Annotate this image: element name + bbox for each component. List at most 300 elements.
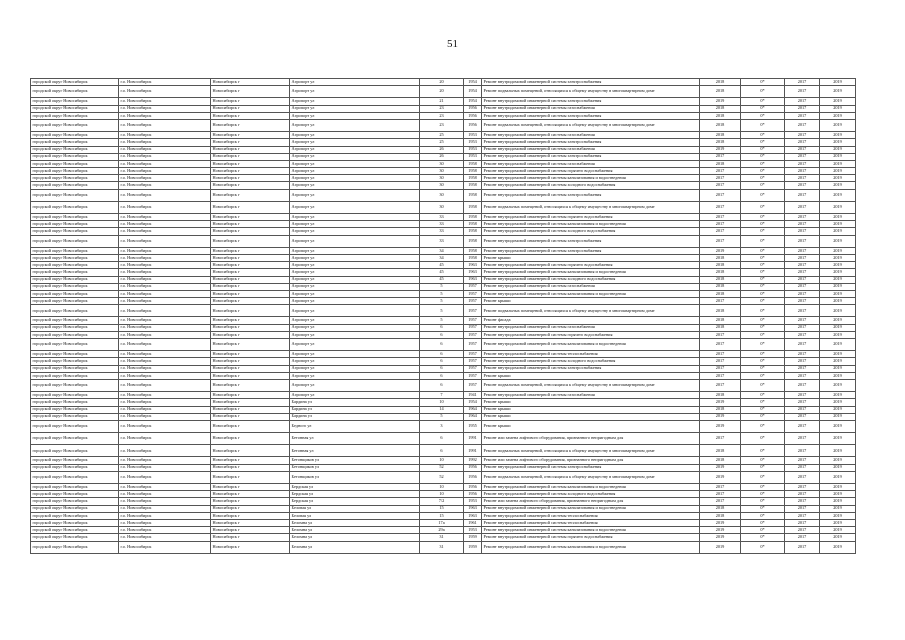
cell-work-type: Ремонт крыши (482, 298, 700, 305)
cell-year-to: 2019 (820, 541, 856, 553)
cell-work-type: Ремонт фасада (482, 317, 700, 324)
cell-city: Новосибирск г (211, 498, 290, 505)
cell-district: городской округ Новосибирск (31, 413, 119, 420)
cell-year-from: 2017 (785, 372, 820, 379)
cell-house: 6 (420, 379, 464, 391)
cell-flag: 0* (741, 324, 785, 331)
cell-municipality: г.о. Новосибирск (119, 445, 211, 457)
cell-plan-year: 2018 (700, 324, 741, 331)
cell-house: 7 (420, 392, 464, 399)
cell-city: Новосибирск г (211, 290, 290, 297)
cell-city: Новосибирск г (211, 406, 290, 413)
cell-work-type: Ремонт внутридомовой инженерной системы газоснабжения (482, 324, 700, 331)
cell-city: Новосибирск г (211, 221, 290, 228)
cell-flag: 0* (741, 484, 785, 491)
cell-year-to: 2019 (820, 392, 856, 399)
cell-flag: 0* (741, 254, 785, 261)
cell-street: Аэропорт ул (290, 339, 420, 351)
cell-year-to: 2019 (820, 269, 856, 276)
cell-municipality: г.о. Новосибирск (119, 406, 211, 413)
cell-flag: 0* (741, 392, 785, 399)
cell-year-to: 2019 (820, 254, 856, 261)
cell-year-to: 2019 (820, 221, 856, 228)
cell-flag: 0* (741, 247, 785, 254)
cell-district: городской округ Новосибирск (31, 457, 119, 464)
table-row (31, 201, 856, 213)
cell-city: Новосибирск г (211, 365, 290, 372)
cell-year-from: 2017 (785, 519, 820, 526)
cell-work-type: Ремонт подвальных помещений, относящихся к общему имуществу в многоквартирном доме (482, 471, 700, 483)
cell-year-built: 1963 (464, 269, 482, 276)
cell-city: Новосибирск г (211, 214, 290, 221)
cell-municipality: г.о. Новосибирск (119, 457, 211, 464)
cell-district: городской округ Новосибирск (31, 351, 119, 358)
cell-municipality: г.о. Новосибирск (119, 541, 211, 553)
table-row (31, 235, 856, 247)
cell-plan-year: 2017 (700, 372, 741, 379)
cell-flag: 0* (741, 132, 785, 139)
cell-street: Аэропорт ул (290, 290, 420, 297)
cell-district: городской округ Новосибирск (31, 519, 119, 526)
cell-municipality: г.о. Новосибирск (119, 491, 211, 498)
cell-year-built: 1956 (464, 119, 482, 131)
cell-year-from: 2017 (785, 189, 820, 201)
cell-district: городской округ Новосибирск (31, 146, 119, 153)
cell-flag: 0* (741, 433, 785, 445)
cell-plan-year: 2019 (700, 541, 741, 553)
cell-year-from: 2017 (785, 283, 820, 290)
cell-district: городской округ Новосибирск (31, 139, 119, 146)
cell-year-built: 1963 (464, 276, 482, 283)
cell-municipality: г.о. Новосибирск (119, 365, 211, 372)
cell-work-type: Ремонт подвальных помещений, относящихся к общему имуществу в многоквартирном доме (482, 445, 700, 457)
cell-flag: 0* (741, 201, 785, 213)
cell-house: 25 (420, 132, 464, 139)
cell-street: Аэропорт ул (290, 119, 420, 131)
cell-year-to: 2019 (820, 491, 856, 498)
cell-municipality: г.о. Новосибирск (119, 351, 211, 358)
cell-plan-year: 2017 (700, 365, 741, 372)
cell-year-to: 2019 (820, 305, 856, 317)
cell-city: Новосибирск г (211, 331, 290, 338)
cell-year-to: 2019 (820, 317, 856, 324)
cell-municipality: г.о. Новосибирск (119, 182, 211, 189)
cell-year-built: 1957 (464, 365, 482, 372)
cell-year-from: 2017 (785, 464, 820, 471)
cell-city: Новосибирск г (211, 541, 290, 553)
cell-street: Аэропорт ул (290, 324, 420, 331)
cell-street: Аэропорт ул (290, 182, 420, 189)
cell-house: 52 (420, 471, 464, 483)
cell-flag: 0* (741, 372, 785, 379)
table-row (31, 445, 856, 457)
cell-plan-year: 2017 (700, 491, 741, 498)
cell-house: 30 (420, 182, 464, 189)
cell-house: 34 (420, 247, 464, 254)
cell-plan-year: 2018 (700, 276, 741, 283)
cell-municipality: г.о. Новосибирск (119, 189, 211, 201)
cell-year-from: 2017 (785, 351, 820, 358)
cell-flag: 0* (741, 305, 785, 317)
cell-year-to: 2019 (820, 228, 856, 235)
cell-plan-year: 2018 (700, 269, 741, 276)
cell-plan-year: 2017 (700, 484, 741, 491)
cell-plan-year: 2019 (700, 98, 741, 105)
cell-plan-year: 2018 (700, 79, 741, 86)
cell-district: городской округ Новосибирск (31, 269, 119, 276)
cell-street: Аэропорт ул (290, 365, 420, 372)
cell-district: городской округ Новосибирск (31, 339, 119, 351)
cell-year-built: 1957 (464, 305, 482, 317)
cell-year-built: 1957 (464, 298, 482, 305)
cell-house: 34 (420, 254, 464, 261)
cell-plan-year: 2018 (700, 254, 741, 261)
cell-year-from: 2017 (785, 132, 820, 139)
cell-municipality: г.о. Новосибирск (119, 498, 211, 505)
cell-street: Аэропорт ул (290, 228, 420, 235)
table-row (31, 317, 856, 324)
cell-work-type: Ремонт подвальных помещений, относящихся к общему имуществу в многоквартирном доме (482, 86, 700, 98)
cell-street: Аэропорт ул (290, 358, 420, 365)
cell-district: городской округ Новосибирск (31, 358, 119, 365)
table-row (31, 365, 856, 372)
cell-district: городской округ Новосибирск (31, 290, 119, 297)
table-row (31, 331, 856, 338)
cell-year-built: 1958 (464, 160, 482, 167)
table-row (31, 168, 856, 175)
cell-year-built: 1991 (464, 433, 482, 445)
cell-house: 45 (420, 276, 464, 283)
cell-house: 3 (420, 420, 464, 432)
cell-city: Новосибирск г (211, 519, 290, 526)
cell-plan-year: 2017 (700, 433, 741, 445)
cell-municipality: г.о. Новосибирск (119, 317, 211, 324)
cell-year-built: 1961 (464, 519, 482, 526)
cell-year-from: 2017 (785, 146, 820, 153)
cell-year-built: 1941 (464, 392, 482, 399)
cell-municipality: г.о. Новосибирск (119, 132, 211, 139)
cell-flag: 0* (741, 351, 785, 358)
cell-year-built: 1958 (464, 201, 482, 213)
cell-year-from: 2017 (785, 139, 820, 146)
cell-year-from: 2017 (785, 379, 820, 391)
table-row (31, 491, 856, 498)
cell-district: городской округ Новосибирск (31, 214, 119, 221)
cell-year-built: 1963 (464, 505, 482, 512)
cell-municipality: г.о. Новосибирск (119, 413, 211, 420)
cell-street: Аэропорт ул (290, 262, 420, 269)
cell-year-to: 2019 (820, 262, 856, 269)
cell-year-from: 2017 (785, 214, 820, 221)
cell-flag: 0* (741, 331, 785, 338)
cell-street: Аэропорт ул (290, 86, 420, 98)
cell-street: Аэропорт ул (290, 351, 420, 358)
cell-plan-year: 2017 (700, 358, 741, 365)
cell-municipality: г.о. Новосибирск (119, 420, 211, 432)
table-row (31, 457, 856, 464)
cell-flag: 0* (741, 519, 785, 526)
table-row (31, 221, 856, 228)
cell-year-built: 1958 (464, 235, 482, 247)
cell-work-type: Ремонт внутридомовой инженерной системы горячего водоснабжения (482, 534, 700, 541)
cell-work-type: Ремонт подвальных помещений, относящихся к общему имуществу в многоквартирном доме (482, 305, 700, 317)
cell-city: Новосибирск г (211, 399, 290, 406)
cell-district: городской округ Новосибирск (31, 276, 119, 283)
cell-flag: 0* (741, 153, 785, 160)
cell-house: 6 (420, 433, 464, 445)
cell-plan-year: 2018 (700, 112, 741, 119)
cell-municipality: г.о. Новосибирск (119, 160, 211, 167)
cell-street: Аэропорт ул (290, 175, 420, 182)
cell-year-from: 2017 (785, 119, 820, 131)
cell-year-from: 2017 (785, 331, 820, 338)
cell-year-from: 2017 (785, 399, 820, 406)
cell-city: Новосибирск г (211, 112, 290, 119)
cell-street: Беломна ул (290, 534, 420, 541)
cell-year-built: 1957 (464, 372, 482, 379)
cell-house: 15 (420, 505, 464, 512)
cell-street: Бедного ул (290, 420, 420, 432)
cell-year-from: 2017 (785, 290, 820, 297)
cell-plan-year: 2018 (700, 160, 741, 167)
cell-work-type: Ремонт или замена лифтового оборудования, признанного непригодным для (482, 457, 700, 464)
cell-municipality: г.о. Новосибирск (119, 254, 211, 261)
cell-year-built: 1956 (464, 464, 482, 471)
cell-street: Аэропорт ул (290, 132, 420, 139)
cell-house: 5 (420, 290, 464, 297)
cell-year-to: 2019 (820, 214, 856, 221)
cell-work-type: Ремонт или замена лифтового оборудования, признанного непригодным для (482, 433, 700, 445)
cell-plan-year: 2018 (700, 105, 741, 112)
cell-work-type: Ремонт внутридомовой инженерной системы холодного водоснабжения (482, 358, 700, 365)
cell-house: 15 (420, 512, 464, 519)
cell-district: городской округ Новосибирск (31, 119, 119, 131)
cell-plan-year: 2017 (700, 221, 741, 228)
cell-flag: 0* (741, 276, 785, 283)
cell-city: Новосибирск г (211, 379, 290, 391)
cell-city: Новосибирск г (211, 79, 290, 86)
cell-street: Бетонная ул (290, 445, 420, 457)
table-body (31, 79, 856, 554)
cell-flag: 0* (741, 290, 785, 297)
table-row (31, 372, 856, 379)
cell-street: Аэропорт ул (290, 235, 420, 247)
cell-city: Новосибирск г (211, 491, 290, 498)
cell-year-built: 1963 (464, 512, 482, 519)
cell-street: Аэропорт ул (290, 146, 420, 153)
cell-flag: 0* (741, 413, 785, 420)
cell-year-to: 2019 (820, 235, 856, 247)
cell-work-type: Ремонт внутридомовой инженерной системы электроснабжения (482, 79, 700, 86)
cell-street: Аэропорт ул (290, 247, 420, 254)
cell-plan-year: 2019 (700, 519, 741, 526)
cell-plan-year: 2018 (700, 86, 741, 98)
cell-house: 23 (420, 105, 464, 112)
cell-municipality: г.о. Новосибирск (119, 235, 211, 247)
cell-year-to: 2019 (820, 175, 856, 182)
cell-city: Новосибирск г (211, 433, 290, 445)
cell-work-type: Ремонт крыши (482, 420, 700, 432)
table-row (31, 254, 856, 261)
cell-flag: 0* (741, 235, 785, 247)
cell-municipality: г.о. Новосибирск (119, 392, 211, 399)
cell-year-built: 1964 (464, 406, 482, 413)
cell-year-from: 2017 (785, 98, 820, 105)
cell-district: городской округ Новосибирск (31, 541, 119, 553)
cell-year-built: 1953 (464, 146, 482, 153)
cell-municipality: г.о. Новосибирск (119, 290, 211, 297)
cell-street: Аэропорт ул (290, 153, 420, 160)
cell-year-from: 2017 (785, 201, 820, 213)
cell-year-built: 1956 (464, 112, 482, 119)
cell-year-to: 2019 (820, 168, 856, 175)
cell-work-type: Ремонт внутридомовой инженерной системы горячего водоснабжения (482, 214, 700, 221)
cell-year-built: 1954 (464, 399, 482, 406)
cell-municipality: г.о. Новосибирск (119, 214, 211, 221)
cell-municipality: г.о. Новосибирск (119, 527, 211, 534)
cell-city: Новосибирск г (211, 160, 290, 167)
cell-year-to: 2019 (820, 372, 856, 379)
cell-municipality: г.о. Новосибирск (119, 86, 211, 98)
cell-work-type: Ремонт крыши (482, 406, 700, 413)
cell-year-to: 2019 (820, 146, 856, 153)
table-row (31, 351, 856, 358)
cell-flag: 0* (741, 534, 785, 541)
cell-city: Новосибирск г (211, 247, 290, 254)
cell-year-from: 2017 (785, 534, 820, 541)
cell-house: 29а (420, 527, 464, 534)
cell-street: Аэропорт ул (290, 283, 420, 290)
cell-plan-year: 2018 (700, 283, 741, 290)
cell-work-type: Ремонт внутридомовой инженерной системы газоснабжения (482, 283, 700, 290)
cell-flag: 0* (741, 139, 785, 146)
cell-year-to: 2019 (820, 298, 856, 305)
cell-year-to: 2019 (820, 527, 856, 534)
cell-flag: 0* (741, 175, 785, 182)
cell-street: Аэропорт ул (290, 160, 420, 167)
cell-year-from: 2017 (785, 420, 820, 432)
cell-flag: 0* (741, 298, 785, 305)
cell-year-to: 2019 (820, 182, 856, 189)
cell-plan-year: 2018 (700, 512, 741, 519)
cell-year-to: 2019 (820, 201, 856, 213)
table-row (31, 262, 856, 269)
cell-house: 10 (420, 491, 464, 498)
cell-plan-year: 2017 (700, 235, 741, 247)
cell-year-from: 2017 (785, 392, 820, 399)
cell-year-to: 2019 (820, 406, 856, 413)
cell-year-built: 1958 (464, 228, 482, 235)
cell-year-built: 1957 (464, 317, 482, 324)
cell-district: городской округ Новосибирск (31, 498, 119, 505)
cell-year-built: 1963 (464, 262, 482, 269)
cell-municipality: г.о. Новосибирск (119, 399, 211, 406)
cell-district: городской округ Новосибирск (31, 201, 119, 213)
cell-year-built: 1959 (464, 541, 482, 553)
cell-plan-year: 2018 (700, 317, 741, 324)
cell-street: Аэропорт ул (290, 305, 420, 317)
cell-year-built: 1957 (464, 283, 482, 290)
cell-flag: 0* (741, 399, 785, 406)
table-row (31, 527, 856, 534)
cell-year-to: 2019 (820, 112, 856, 119)
cell-plan-year: 2018 (700, 290, 741, 297)
cell-city: Новосибирск г (211, 168, 290, 175)
table-row (31, 283, 856, 290)
cell-work-type: Ремонт внутридомовой инженерной системы электроснабжения (482, 139, 700, 146)
cell-work-type: Ремонт внутридомовой инженерной системы холодного водоснабжения (482, 182, 700, 189)
cell-municipality: г.о. Новосибирск (119, 269, 211, 276)
cell-city: Новосибирск г (211, 527, 290, 534)
table-row (31, 98, 856, 105)
cell-city: Новосибирск г (211, 372, 290, 379)
cell-city: Новосибирск г (211, 235, 290, 247)
cell-municipality: г.о. Новосибирск (119, 331, 211, 338)
cell-work-type: Ремонт внутридомовой инженерной системы газоснабжения (482, 392, 700, 399)
cell-district: городской округ Новосибирск (31, 505, 119, 512)
cell-house: 26 (420, 153, 464, 160)
cell-plan-year: 2017 (700, 175, 741, 182)
cell-year-built: 1958 (464, 254, 482, 261)
cell-work-type: Ремонт внутридомовой инженерной системы горячего водоснабжения (482, 262, 700, 269)
cell-plan-year: 2019 (700, 413, 741, 420)
cell-year-built: 1953 (464, 132, 482, 139)
cell-year-to: 2019 (820, 105, 856, 112)
cell-street: Беловая ул (290, 512, 420, 519)
cell-flag: 0* (741, 471, 785, 483)
cell-municipality: г.о. Новосибирск (119, 512, 211, 519)
cell-house: 25 (420, 139, 464, 146)
cell-plan-year: 2017 (700, 339, 741, 351)
cell-municipality: г.о. Новосибирск (119, 247, 211, 254)
cell-city: Новосибирск г (211, 464, 290, 471)
table-row (31, 305, 856, 317)
cell-flag: 0* (741, 498, 785, 505)
table-row (31, 399, 856, 406)
cell-street: Аэропорт ул (290, 201, 420, 213)
cell-year-to: 2019 (820, 132, 856, 139)
cell-district: городской округ Новосибирск (31, 79, 119, 86)
table-row (31, 153, 856, 160)
table-row (31, 132, 856, 139)
cell-work-type: Ремонт внутридомовой инженерной системы теплоснабжения (482, 512, 700, 519)
table-row (31, 464, 856, 471)
cell-municipality: г.о. Новосибирск (119, 298, 211, 305)
cell-plan-year: 2017 (700, 498, 741, 505)
cell-city: Новосибирск г (211, 283, 290, 290)
cell-street: Аэропорт ул (290, 139, 420, 146)
cell-street: Аэропорт ул (290, 298, 420, 305)
cell-house: 52 (420, 464, 464, 471)
cell-year-to: 2019 (820, 160, 856, 167)
cell-house: 5 (420, 317, 464, 324)
cell-house: 26 (420, 146, 464, 153)
cell-street: Бардина ул (290, 399, 420, 406)
cell-work-type: Ремонт подвальных помещений, относящихся к общему имуществу в многоквартирном доме (482, 379, 700, 391)
cell-year-from: 2017 (785, 457, 820, 464)
cell-work-type: Ремонт подвальных помещений, относящихся к общему имуществу в многоквартирном доме (482, 119, 700, 131)
table-row (31, 420, 856, 432)
cell-city: Новосибирск г (211, 175, 290, 182)
cell-year-to: 2019 (820, 365, 856, 372)
cell-house: 30 (420, 175, 464, 182)
cell-plan-year: 2017 (700, 189, 741, 201)
cell-flag: 0* (741, 358, 785, 365)
cell-year-from: 2017 (785, 298, 820, 305)
cell-year-from: 2017 (785, 365, 820, 372)
cell-district: городской округ Новосибирск (31, 512, 119, 519)
cell-house: 6 (420, 339, 464, 351)
